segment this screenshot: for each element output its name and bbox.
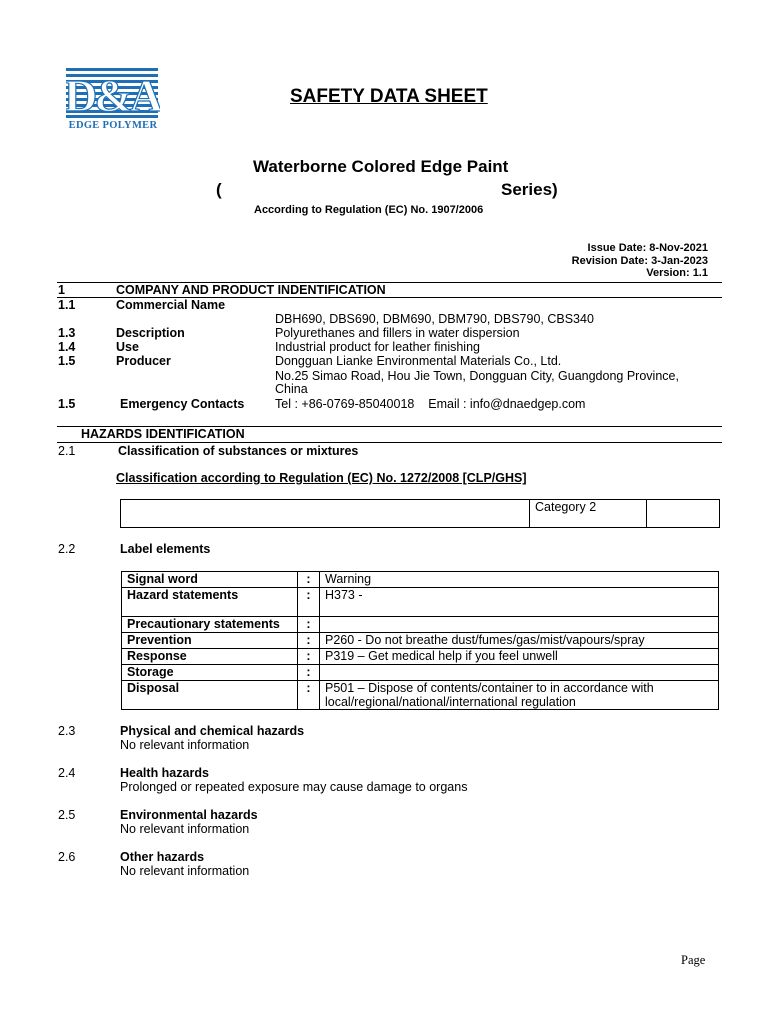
- s25-label: Environmental hazards: [120, 808, 258, 822]
- disposal-line-1: P501 – Dispose of contents/container to in accordance with: [325, 681, 654, 695]
- producer-line-3: China: [275, 382, 308, 396]
- emergency-number: 1.5: [58, 397, 76, 411]
- producer-number: 1.5: [58, 354, 76, 368]
- emergency-value: Tel : +86-0769-85040018 Email : info@dnaedgep.com: [275, 397, 586, 411]
- row-label: Response: [122, 649, 298, 665]
- table-row: [122, 633, 719, 649]
- row-colon: :: [298, 633, 320, 649]
- row-value: Warning: [320, 572, 719, 588]
- company-logo: [66, 68, 160, 136]
- s23-number: 2.3: [58, 724, 76, 738]
- table-row: [122, 572, 719, 588]
- commercial-value: DBH690, DBS690, DBM690, DBM790, DBS790, CBS340: [275, 312, 594, 326]
- page-footer: Page: [681, 953, 706, 967]
- producer-line-2: No.25 Simao Road, Hou Jie Town, Dongguan City, Guangdong Province,: [275, 369, 679, 383]
- row-colon: :: [298, 649, 320, 665]
- s26-number: 2.6: [58, 850, 76, 864]
- s25-number: 2.5: [58, 808, 76, 822]
- description-value: Polyurethanes and fillers in water dispersion: [275, 326, 520, 340]
- logo-subtitle: EDGE POLYMER: [68, 120, 158, 131]
- row-value: H373 -: [320, 588, 719, 617]
- row-label: Signal word: [122, 572, 298, 588]
- description-label: Description: [116, 326, 185, 340]
- s25-text: No relevant information: [120, 822, 250, 836]
- row-label: Prevention: [122, 633, 298, 649]
- emergency-label: Emergency Contacts: [120, 397, 245, 411]
- label-elements-table: [121, 571, 719, 710]
- svg-text:D&A: D&A: [66, 70, 160, 118]
- use-value: Industrial product for leather finishing: [275, 340, 480, 354]
- s22-label: Label elements: [120, 542, 211, 556]
- s23-label: Physical and chemical hazards: [120, 724, 305, 738]
- table-row: [122, 665, 719, 681]
- row-value: P260 - Do not breathe dust/fumes/gas/mist/vapours/spray: [320, 633, 719, 649]
- section2-title: HAZARDS IDENTIFICATION: [81, 427, 245, 441]
- logo-mark: [66, 68, 160, 118]
- version: Version: 1.1: [646, 267, 708, 279]
- s24-label: Health hazards: [120, 766, 209, 780]
- s22-number: 2.2: [58, 542, 76, 556]
- series-open: (: [216, 180, 222, 199]
- section1-number: 1: [58, 283, 65, 297]
- s26-text: No relevant information: [120, 864, 250, 878]
- row-colon: :: [298, 588, 320, 617]
- use-label: Use: [116, 340, 139, 354]
- commercial-label: Commercial Name: [116, 298, 226, 312]
- table-row: [122, 649, 719, 665]
- table-row: [122, 588, 719, 617]
- description-number: 1.3: [58, 326, 76, 340]
- s24-number: 2.4: [58, 766, 76, 780]
- issue-date: Issue Date: 8-Nov-2021: [587, 242, 708, 254]
- use-number: 1.4: [58, 340, 76, 354]
- s21-label: Classification of substances or mixtures: [118, 444, 359, 458]
- commercial-number: 1.1: [58, 298, 76, 312]
- row-colon: :: [298, 572, 320, 588]
- row-colon: :: [298, 665, 320, 681]
- producer-label: Producer: [116, 354, 171, 368]
- clp-classification-table: [120, 499, 720, 528]
- section1-title: COMPANY AND PRODUCT INDENTIFICATION: [116, 283, 386, 297]
- row-value: [320, 617, 719, 633]
- row-value: [320, 681, 719, 710]
- s24-text: Prolonged or repeated exposure may cause damage to organs: [120, 780, 468, 794]
- clp-category: Category 2: [530, 500, 647, 528]
- row-colon: :: [298, 681, 320, 710]
- clp-hazard-class: [121, 500, 530, 528]
- product-name: Waterborne Colored Edge Paint: [253, 157, 509, 176]
- clp-extra: [647, 500, 720, 528]
- table-row: [122, 617, 719, 633]
- row-label: Precautionary statements: [122, 617, 298, 633]
- table-row: [122, 681, 719, 710]
- row-value: [320, 665, 719, 681]
- row-colon: :: [298, 617, 320, 633]
- row-label: Disposal: [122, 681, 298, 710]
- row-value: P319 – Get medical help if you feel unwell: [320, 649, 719, 665]
- disposal-line-2: local/regional/national/international regulation: [325, 695, 576, 709]
- document-title: SAFETY DATA SHEET: [290, 86, 488, 107]
- producer-line-1: Dongguan Lianke Environmental Materials Co., Ltd.: [275, 354, 562, 368]
- revision-date: Revision Date: 3-Jan-2023: [571, 255, 708, 267]
- regulation-note: According to Regulation (EC) No. 1907/2006: [254, 204, 484, 216]
- row-label: Storage: [122, 665, 298, 681]
- series-close: Series): [501, 180, 558, 199]
- clp-heading: Classification according to Regulation (EC) No. 1272/2008 [CLP/GHS]: [116, 471, 527, 485]
- s23-text: No relevant information: [120, 738, 250, 752]
- divider: [57, 442, 722, 443]
- s26-label: Other hazards: [120, 850, 205, 864]
- s21-number: 2.1: [58, 444, 76, 458]
- row-label: Hazard statements: [122, 588, 298, 617]
